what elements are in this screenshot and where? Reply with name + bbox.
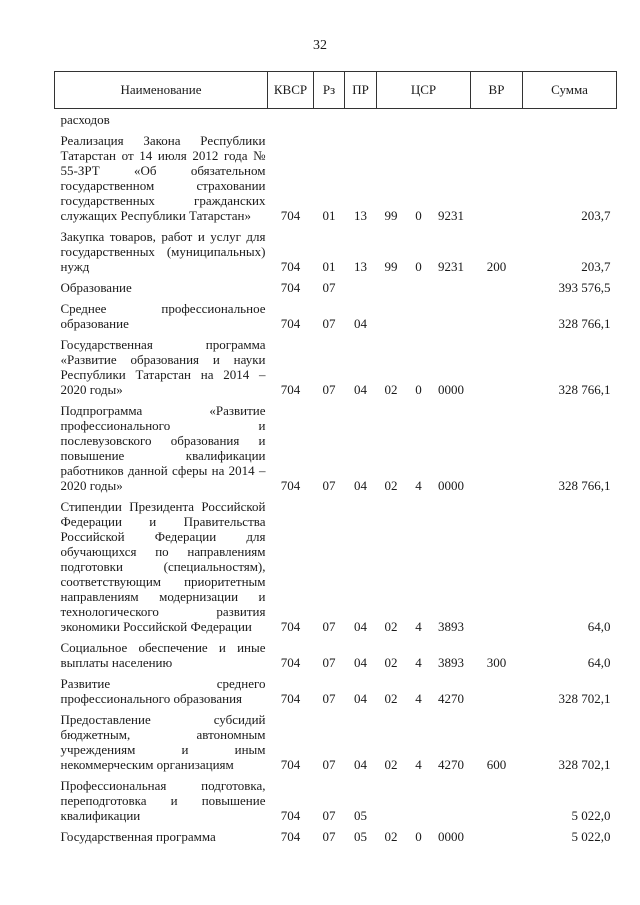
row-vr	[471, 772, 523, 823]
row-csr-direction: 3893	[438, 619, 464, 634]
row-name: Закупка товаров, работ и услуг для государственных (муниципальных) нужд	[60, 229, 266, 274]
row-csr-subprogram: 4	[415, 691, 422, 706]
row-vr	[471, 397, 523, 493]
row-name: Реализация Закона Республики Татарстан от 14 июля 2012 года № 55-ЗРТ «Об обязательном государственном страховании государственных гражданских служащих Республики Татарстан»	[60, 133, 266, 223]
row-sum: 328 766,1	[558, 478, 611, 493]
row-csr-direction: 9231	[438, 208, 464, 223]
row-kvsr: 704	[280, 808, 301, 823]
row-sum: 328 702,1	[558, 757, 611, 772]
row-csr-direction	[432, 109, 471, 128]
row-kvsr: 704	[280, 757, 301, 772]
row-vr: 600	[486, 757, 507, 772]
header-name: Наименование	[55, 72, 268, 109]
table-row	[55, 109, 617, 128]
row-csr-direction: 0000	[438, 829, 464, 844]
row-sum: 5 022,0	[571, 808, 611, 823]
row-rz: 07	[322, 478, 336, 493]
row-pr: 04	[354, 691, 367, 706]
row-csr-program: 02	[384, 478, 398, 493]
row-sum: 64,0	[587, 655, 611, 670]
row-kvsr: 704	[280, 382, 301, 397]
row-pr: 04	[354, 478, 367, 493]
row-csr-program	[377, 772, 406, 823]
row-vr	[471, 670, 523, 706]
row-csr-program: 02	[384, 382, 398, 397]
row-csr-program	[377, 295, 406, 331]
row-rz: 01	[322, 259, 336, 274]
row-name: Образование	[60, 280, 132, 295]
row-pr	[345, 109, 377, 128]
row-kvsr: 704	[280, 829, 301, 844]
row-csr-subprogram	[406, 772, 432, 823]
row-csr-subprogram	[406, 274, 432, 295]
row-csr-subprogram	[406, 109, 432, 128]
row-vr	[471, 109, 523, 128]
row-rz: 07	[322, 691, 336, 706]
table-row	[55, 493, 617, 634]
row-csr-program	[377, 109, 406, 128]
table-row	[55, 823, 617, 844]
row-csr-program	[377, 274, 406, 295]
row-csr-program: 99	[384, 259, 398, 274]
row-name: Социальное обеспечение и иные выплаты населению	[60, 640, 266, 670]
table-row	[55, 772, 617, 823]
row-kvsr: 704	[280, 691, 301, 706]
row-sum: 328 766,1	[558, 316, 611, 331]
row-csr-subprogram: 0	[415, 259, 422, 274]
row-kvsr: 704	[280, 259, 301, 274]
row-pr: 05	[354, 829, 367, 844]
row-kvsr: 704	[280, 208, 301, 223]
row-sum	[523, 109, 617, 128]
table-row	[55, 670, 617, 706]
row-name: Подпрограмма «Развитие профессионального и послевузовского образования и повышение квалификации работников данной сферы на 2014 – 2020 годы»	[60, 403, 266, 493]
row-vr	[471, 331, 523, 397]
row-vr	[471, 127, 523, 223]
row-vr	[471, 295, 523, 331]
row-pr: 04	[354, 619, 367, 634]
row-name: Развитие среднего профессионального образования	[60, 676, 266, 706]
row-name: Среднее профессиональное образование	[60, 301, 266, 331]
row-name: расходов	[60, 112, 110, 127]
row-kvsr	[268, 109, 314, 128]
row-csr-program: 02	[384, 655, 398, 670]
row-pr	[345, 274, 377, 295]
row-kvsr: 704	[280, 280, 301, 295]
row-kvsr: 704	[280, 478, 301, 493]
row-name: Государственная программа	[60, 829, 216, 844]
table-row	[55, 223, 617, 274]
row-sum: 203,7	[581, 208, 611, 223]
header-vr: ВР	[471, 72, 523, 109]
row-csr-subprogram: 4	[415, 619, 422, 634]
row-csr-direction: 4270	[438, 757, 464, 772]
table-row	[55, 127, 617, 223]
row-sum: 328 702,1	[558, 691, 611, 706]
budget-table	[54, 71, 617, 844]
table-row	[55, 634, 617, 670]
row-rz	[314, 109, 345, 128]
row-rz: 07	[322, 280, 336, 295]
row-csr-subprogram: 4	[415, 478, 422, 493]
row-csr-subprogram: 0	[415, 208, 422, 223]
row-sum: 5 022,0	[571, 829, 611, 844]
header-kvsr: КВСР	[268, 72, 314, 109]
header-csr: ЦСР	[377, 72, 471, 109]
row-kvsr: 704	[280, 316, 301, 331]
table-header-row	[55, 72, 617, 109]
table-row	[55, 397, 617, 493]
table-row	[55, 274, 617, 295]
row-sum: 64,0	[587, 619, 611, 634]
row-vr	[471, 823, 523, 844]
row-csr-program: 02	[384, 619, 398, 634]
row-pr: 13	[354, 208, 367, 223]
row-rz: 07	[322, 382, 336, 397]
row-vr: 300	[486, 655, 507, 670]
row-csr-direction	[432, 295, 471, 331]
row-sum: 328 766,1	[558, 382, 611, 397]
row-rz: 07	[322, 808, 336, 823]
row-rz: 07	[322, 316, 336, 331]
header-rz: Рз	[314, 72, 345, 109]
row-name: Профессиональная подготовка, переподготовка и повышение квалификации	[60, 778, 266, 823]
row-kvsr: 704	[280, 655, 301, 670]
row-csr-direction: 3893	[438, 655, 464, 670]
row-rz: 07	[322, 655, 336, 670]
header-pr: ПР	[345, 72, 377, 109]
row-csr-subprogram: 4	[415, 655, 422, 670]
row-csr-direction	[432, 274, 471, 295]
row-csr-program: 02	[384, 829, 398, 844]
page-number: 32	[313, 38, 327, 53]
table-row	[55, 706, 617, 772]
row-rz: 01	[322, 208, 336, 223]
row-pr: 04	[354, 757, 367, 772]
table-row	[55, 331, 617, 397]
table-row	[55, 295, 617, 331]
row-csr-program: 02	[384, 691, 398, 706]
row-sum: 203,7	[581, 259, 611, 274]
row-rz: 07	[322, 757, 336, 772]
header-sum: Сумма	[523, 72, 617, 109]
row-name: Государственная программа «Развитие образования и науки Республики Татарстан на 2014 – 2020 годы»	[60, 337, 266, 397]
row-kvsr: 704	[280, 619, 301, 634]
row-csr-direction: 0000	[438, 478, 464, 493]
row-csr-program: 99	[384, 208, 398, 223]
row-sum: 393 576,5	[558, 280, 611, 295]
row-csr-subprogram	[406, 295, 432, 331]
row-vr	[471, 274, 523, 295]
row-csr-direction: 9231	[438, 259, 464, 274]
row-pr: 05	[354, 808, 367, 823]
row-csr-subprogram: 0	[415, 829, 422, 844]
row-csr-direction: 0000	[438, 382, 464, 397]
row-vr	[471, 493, 523, 634]
row-rz: 07	[322, 619, 336, 634]
row-pr: 13	[354, 259, 367, 274]
row-pr: 04	[354, 382, 367, 397]
row-csr-program: 02	[384, 757, 398, 772]
row-pr: 04	[354, 655, 367, 670]
row-csr-direction: 4270	[438, 691, 464, 706]
row-csr-subprogram: 0	[415, 382, 422, 397]
row-vr: 200	[486, 259, 507, 274]
row-name: Предоставление субсидий бюджетным, автономным учреждениям и иным некоммерческим организациям	[60, 712, 266, 772]
row-rz: 07	[322, 829, 336, 844]
row-csr-direction	[432, 772, 471, 823]
row-csr-subprogram: 4	[415, 757, 422, 772]
row-pr: 04	[354, 316, 367, 331]
row-name: Стипендии Президента Российской Федерации и Правительства Российской Федерации для обучающихся по направлениям подготовки (специальностям), соответствующим приоритетным направлениям модернизации и технологического развития экономики Российской Федерации	[60, 499, 266, 634]
